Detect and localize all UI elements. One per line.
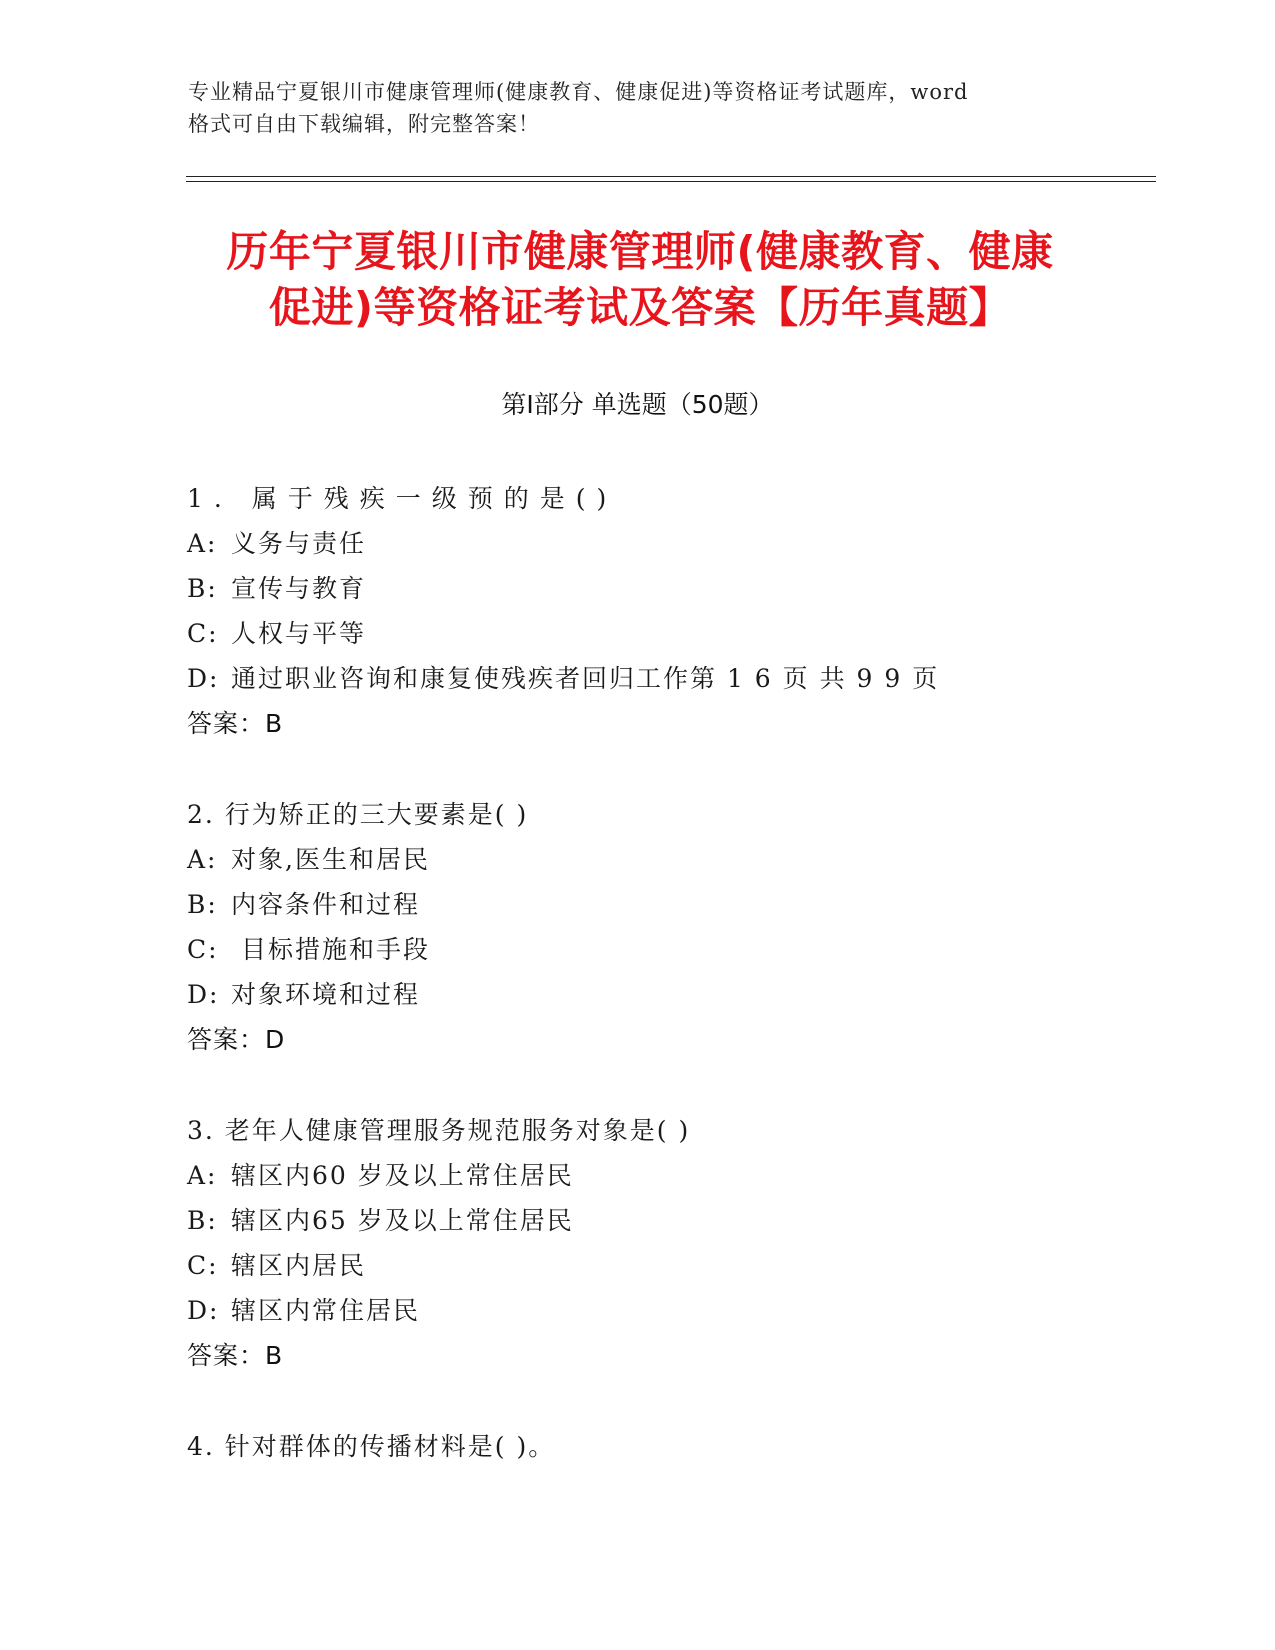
option-letter: A: [187, 529, 218, 558]
option-letter: D: [187, 664, 220, 693]
question-item [187, 1108, 1087, 1378]
question-list [187, 476, 1087, 1515]
question-stem: 4. 针对群体的传播材料是( )。 [187, 1432, 556, 1461]
option-b [187, 566, 1087, 611]
question-stem: 2. 行为矫正的三大要素是( ) [187, 800, 529, 829]
option-text: 辖区内居民 [231, 1251, 367, 1280]
option-a [187, 521, 1087, 566]
question-item [187, 792, 1087, 1062]
option-a [187, 1153, 1087, 1198]
option-d [187, 972, 1087, 1017]
option-text: 义务与责任 [231, 529, 367, 558]
option-text: 目标措施和手段 [231, 935, 430, 964]
header-note-line2: 格式可自由下载编辑，附完整答案！ [188, 112, 540, 136]
option-d [187, 1288, 1087, 1333]
option-c [187, 611, 1087, 656]
option-text: 通过职业咨询和康复使残疾者回归工作第 1 6 页 共 9 9 页 [231, 664, 940, 693]
option-d [187, 656, 1087, 701]
section-heading: 第Ⅰ部分 单选题（50题） [501, 390, 774, 419]
header-divider-top [186, 176, 1156, 177]
option-c [187, 1243, 1087, 1288]
document-title [180, 224, 1100, 336]
answer-line: 答案：B [187, 1341, 284, 1370]
header-note [188, 76, 1068, 140]
option-text: 辖区内常住居民 [231, 1296, 421, 1325]
option-text: 对象环境和过程 [231, 980, 421, 1009]
answer-line: 答案：D [187, 1025, 286, 1054]
header-note-line1: 专业精品宁夏银川市健康管理师(健康教育、健康促进)等资格证考试题库，word [188, 80, 969, 104]
option-letter: A: [187, 1161, 218, 1190]
question-item [187, 1424, 1087, 1469]
option-text: 内容条件和过程 [231, 890, 421, 919]
option-letter: A: [187, 845, 218, 874]
option-letter: B: [187, 1206, 218, 1235]
question-stem: 3. 老年人健康管理服务规范服务对象是( ) [187, 1116, 691, 1145]
option-text: 宣传与教育 [231, 574, 367, 603]
option-c [187, 927, 1087, 972]
option-letter: D: [187, 980, 220, 1009]
option-letter: C: [187, 1251, 219, 1280]
question-item [187, 476, 1087, 746]
option-letter: D: [187, 1296, 220, 1325]
option-letter: B: [187, 574, 218, 603]
document-title-line1: 历年宁夏银川市健康管理师(健康教育、健康 [226, 227, 1054, 276]
document-title-line2: 促进)等资格证考试及答案【历年真题】 [268, 283, 1012, 332]
option-text: 辖区内60 岁及以上常住居民 [231, 1161, 574, 1190]
option-text: 对象,医生和居民 [231, 845, 430, 874]
answer-line: 答案：B [187, 709, 284, 738]
header-divider-bottom [186, 181, 1156, 182]
option-a [187, 837, 1087, 882]
option-letter: B: [187, 890, 218, 919]
option-text: 辖区内65 岁及以上常住居民 [231, 1206, 574, 1235]
option-letter: C: [187, 619, 219, 648]
option-letter: C: [187, 935, 219, 964]
option-b [187, 882, 1087, 927]
option-b [187, 1198, 1087, 1243]
question-stem: 1. 属于残疾一级预的是() [187, 484, 618, 513]
option-text: 人权与平等 [231, 619, 367, 648]
